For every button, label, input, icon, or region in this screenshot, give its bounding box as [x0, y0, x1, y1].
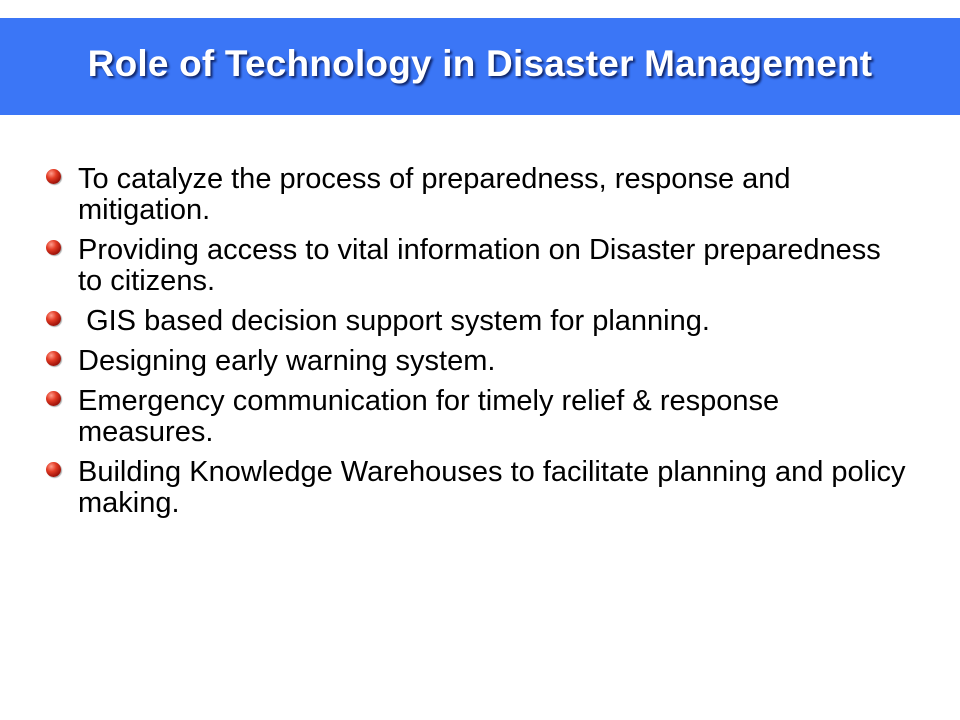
bullet-item	[46, 456, 914, 519]
bullet-text: Emergency communication for timely relief & response measures.	[78, 385, 788, 448]
bullet-item	[46, 306, 906, 337]
red-sphere-bullet-icon	[46, 240, 61, 255]
bullet-item	[46, 386, 906, 448]
red-sphere-bullet-icon	[46, 311, 61, 326]
bullet-item	[46, 346, 906, 377]
red-sphere-bullet-icon	[46, 391, 61, 406]
bullet-text: To catalyze the process of preparedness, response and mitigation.	[78, 163, 799, 226]
slide-title: Role of Technology in Disaster Management	[87, 42, 873, 84]
bullet-item	[46, 164, 906, 226]
bullet-text: Designing early warning system.	[78, 345, 496, 377]
red-sphere-bullet-icon	[46, 169, 61, 184]
bullet-item	[46, 235, 906, 297]
title-banner	[0, 18, 960, 115]
red-sphere-bullet-icon	[46, 351, 61, 366]
red-sphere-bullet-icon	[46, 462, 61, 477]
bullet-list	[46, 163, 914, 528]
bullet-text: Providing access to vital information on Disaster preparedness to citizens.	[78, 234, 889, 297]
bullet-text: GIS based decision support system for planning.	[78, 305, 710, 337]
bullet-text: Building Knowledge Warehouses to facilitate planning and policy making.	[78, 456, 914, 519]
